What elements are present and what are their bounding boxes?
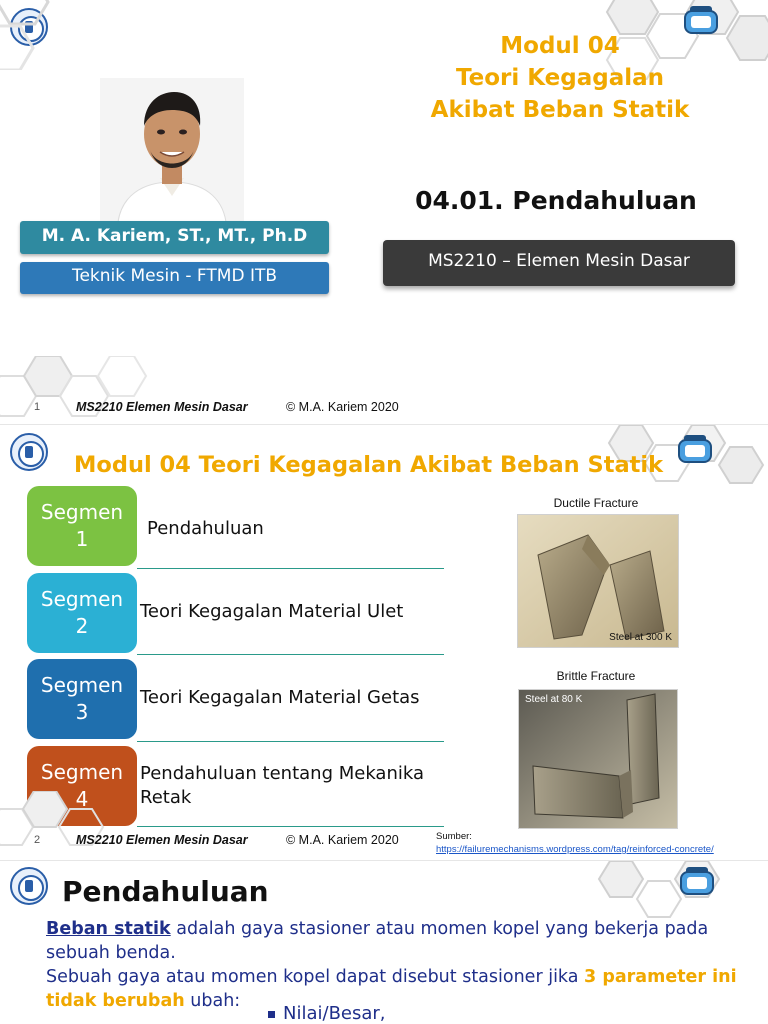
ductile-fracture-label: Ductile Fracture xyxy=(553,496,639,510)
source-link[interactable]: https://failuremechanisms.wordpress.com/tag/reinforced-concrete/ xyxy=(436,844,714,855)
robot-mascot-icon xyxy=(672,435,718,469)
footer-copyright: © M.A. Kariem 2020 xyxy=(286,833,399,847)
segment-title-4: Pendahuluan tentang Mekanika Retak xyxy=(140,763,425,808)
footer-course: MS2210 Elemen Mesin Dasar xyxy=(76,400,248,414)
hexagon-pattern-icon xyxy=(560,861,768,921)
slide-footer xyxy=(0,398,768,420)
segment-badge-3: Segmen 3 xyxy=(27,659,137,739)
course-label-box: MS2210 – Elemen Mesin Dasar xyxy=(383,240,735,286)
slide-heading: Pendahuluan xyxy=(62,875,269,908)
segment-divider xyxy=(137,568,444,569)
section-subtitle: 04.01. Pendahuluan xyxy=(415,186,697,215)
segment-divider xyxy=(137,741,444,742)
brittle-fracture-caption: Steel at 80 K xyxy=(525,694,583,705)
segment-divider xyxy=(137,654,444,655)
bullet-square-icon xyxy=(268,1011,275,1018)
definition-text: Beban statik adalah gaya stasioner atau momen kopel yang bekerja pada sebuah benda. Sebuah gaya atau momen kopel dapat disebut stasioner jika 3 parameter ini tidak berubah ubah: xyxy=(46,919,737,1011)
hexagon-pattern-icon xyxy=(0,0,60,70)
highlight-parameters: 3 parameter ini tidak berubah xyxy=(46,967,737,1011)
footer-copyright: © M.A. Kariem 2020 xyxy=(286,400,399,414)
bullet-item: Nilai/Besar, xyxy=(268,1003,386,1024)
slide-number: 1 xyxy=(34,401,41,413)
brittle-fracture-image xyxy=(518,689,678,829)
segment-badge-2: Segmen 2 xyxy=(27,573,137,653)
presenter-name: M. A. Kariem, ST., MT., Ph.D xyxy=(20,221,329,254)
brittle-fracture-label: Brittle Fracture xyxy=(556,669,636,683)
slide-title: Modul 04 Teori Kegagalan Akibat Beban Statik xyxy=(74,452,664,478)
slide-3 xyxy=(0,860,768,1024)
slide-1 xyxy=(0,0,768,424)
ductile-fracture-caption: Steel at 300 K xyxy=(609,632,672,643)
segment-badge-1: Segmen 1 xyxy=(27,486,137,566)
term-static-load: Beban statik xyxy=(46,919,171,939)
slide-number: 2 xyxy=(34,834,41,846)
presenter-department: Teknik Mesin - FTMD ITB xyxy=(20,262,329,294)
ductile-fracture-image xyxy=(517,514,679,648)
slide-2 xyxy=(0,424,768,860)
robot-mascot-icon xyxy=(674,867,720,901)
itb-logo-icon xyxy=(10,433,48,471)
itb-logo-icon xyxy=(10,867,48,905)
segment-title-1: Pendahuluan xyxy=(147,518,264,539)
footer-course: MS2210 Elemen Mesin Dasar xyxy=(76,833,248,847)
slide-footer xyxy=(0,831,768,853)
segment-divider xyxy=(137,826,444,827)
segment-title-2: Teori Kegagalan Material Ulet xyxy=(140,601,404,622)
segment-badge-4: Segmen 4 xyxy=(27,746,137,826)
module-title: Modul 04 Teori Kegagalan Akibat Beban Statik xyxy=(430,33,690,123)
source-label: Sumber: xyxy=(436,831,472,842)
segment-title-3: Teori Kegagalan Material Getas xyxy=(140,687,420,708)
presenter-photo xyxy=(100,78,244,222)
